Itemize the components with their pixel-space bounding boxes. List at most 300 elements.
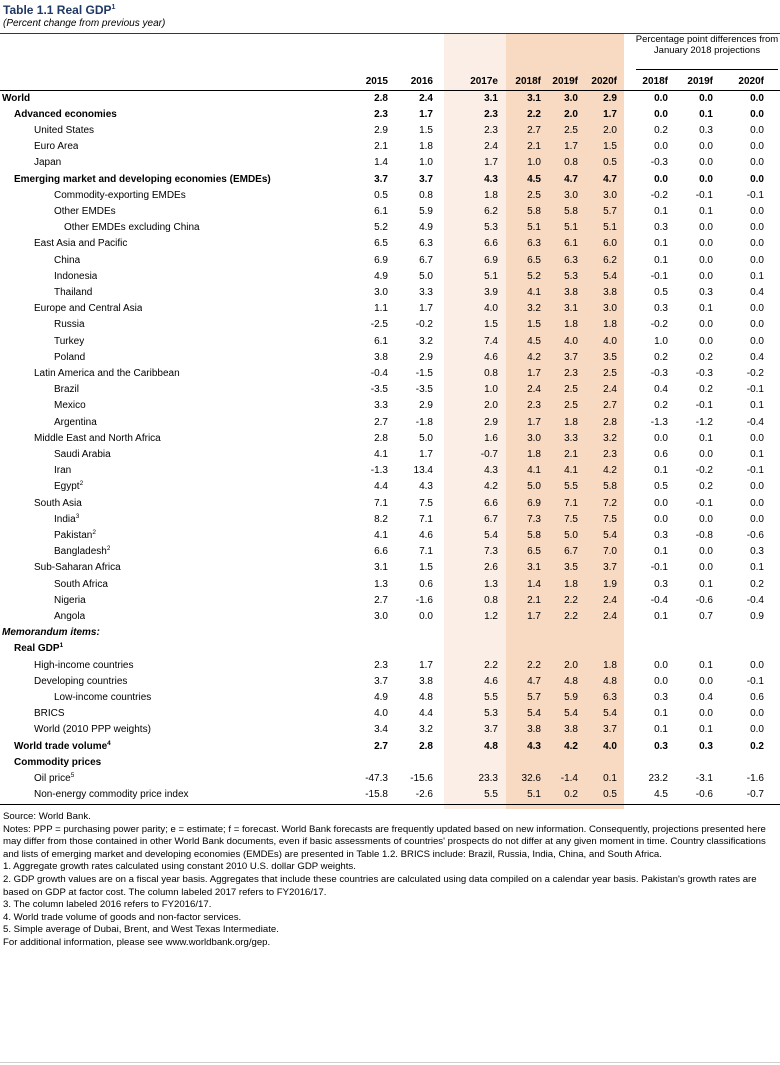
value-cell: 0.0 [750, 92, 764, 104]
row-label [0, 577, 108, 593]
title-block [3, 3, 165, 29]
value-cell: 3.7 [419, 173, 433, 185]
table-row [0, 722, 780, 738]
value-cell: 2.2 [527, 108, 541, 120]
value-cell: 1.8 [564, 319, 578, 331]
value-cell: -0.7 [480, 448, 498, 460]
value-cell: 0.2 [699, 351, 713, 363]
value-cell: 3.1 [527, 92, 541, 104]
value-cell: 0.1 [699, 659, 713, 671]
value-cell: 0.0 [750, 108, 764, 120]
row-label-text: Non-energy commodity price index [34, 789, 189, 801]
row-label [0, 204, 116, 220]
row-label-text: Poland [54, 351, 86, 363]
value-cell: 6.2 [603, 254, 617, 266]
value-cell: 1.8 [419, 141, 433, 153]
value-cell: 1.0 [484, 384, 498, 396]
row-label [0, 463, 71, 479]
value-cell: 7.2 [603, 497, 617, 509]
row-label [0, 188, 186, 204]
value-cell: 0.6 [654, 448, 668, 460]
value-cell: 5.0 [419, 432, 433, 444]
value-cell: -0.1 [695, 497, 713, 509]
value-cell: 2.7 [603, 400, 617, 412]
value-cell: 3.0 [603, 189, 617, 201]
value-cell: 0.1 [750, 400, 764, 412]
value-cell: 1.8 [564, 578, 578, 590]
value-cell: 4.1 [527, 286, 541, 298]
value-cell: 0.8 [484, 594, 498, 606]
row-label-text: Turkey [54, 335, 85, 347]
row-label [0, 317, 85, 333]
table-bottom-rule [0, 804, 780, 805]
table-row [0, 625, 780, 641]
row-label-text: Egypt [54, 481, 80, 493]
row-label [0, 496, 82, 512]
row-label-text: China [54, 254, 81, 266]
row-label [0, 301, 142, 317]
value-cell: 4.0 [484, 303, 498, 315]
value-cell: 4.4 [419, 708, 433, 720]
value-cell: 0.0 [699, 254, 713, 266]
value-cell: 0.0 [750, 205, 764, 217]
value-cell: 5.1 [484, 270, 498, 282]
value-cell: 3.5 [603, 351, 617, 363]
value-cell: 0.3 [654, 691, 668, 703]
row-label [0, 107, 117, 123]
table-row [0, 609, 780, 625]
footnote-marker: 3 [75, 512, 80, 520]
value-cell: 3.3 [374, 400, 388, 412]
row-label-text: Bangladesh [54, 546, 107, 558]
footnote-marker: 5 [70, 771, 75, 779]
value-cell: 2.3 [484, 124, 498, 136]
value-cell: 7.1 [419, 513, 433, 525]
value-cell: 2.2 [564, 594, 578, 606]
table-row [0, 415, 780, 431]
value-cell: 5.9 [419, 205, 433, 217]
table-row [0, 204, 780, 220]
value-cell: 2.2 [527, 659, 541, 671]
note-line: 2. GDP growth values are on a fiscal year basis. Aggregates that include these countries are calculated using data compiled on a calendar year basis. Pakistan's growth rates are based on GDP at factor cost. The column labeled 2017 refers to FY2016/17. [3, 873, 757, 898]
row-label-text: Low-income countries [54, 691, 152, 703]
value-cell: -2.5 [370, 319, 388, 331]
value-cell: 0.0 [654, 513, 668, 525]
value-cell: 0.0 [750, 513, 764, 525]
value-cell: 6.6 [374, 546, 388, 558]
table-row [0, 755, 780, 771]
value-cell: 1.5 [484, 319, 498, 331]
note-line: For additional information, please see www.worldbank.org/gep. [3, 936, 271, 948]
row-label-text: World trade volume [14, 740, 108, 752]
row-label [0, 690, 151, 706]
value-cell: 3.0 [564, 92, 578, 104]
value-cell: 6.7 [419, 254, 433, 266]
value-cell: 4.1 [374, 448, 388, 460]
row-label-text: Developing countries [34, 675, 128, 687]
value-cell: 2.1 [564, 448, 578, 460]
value-cell: 4.3 [484, 465, 498, 477]
value-cell: -0.4 [370, 367, 388, 379]
value-cell: 2.8 [419, 740, 433, 752]
table-row [0, 479, 780, 495]
note-line: 3. The column labeled 2016 refers to FY2016/17. [3, 899, 212, 911]
value-cell: 1.0 [527, 157, 541, 169]
row-label [0, 447, 111, 463]
footnote-marker: 2 [106, 545, 111, 553]
column-header: 2017e [470, 76, 498, 87]
value-cell: -0.3 [650, 157, 668, 169]
value-cell: 5.4 [603, 529, 617, 541]
value-cell: 1.7 [419, 448, 433, 460]
table-row [0, 236, 780, 252]
value-cell: -1.2 [695, 416, 713, 428]
value-cell: 5.1 [603, 222, 617, 234]
column-header: 2018f [642, 76, 668, 87]
column-header: 2019f [552, 76, 578, 87]
row-label-text: Indonesia [54, 270, 98, 282]
table-row [0, 382, 780, 398]
value-cell: 1.3 [484, 578, 498, 590]
value-cell: 3.8 [564, 286, 578, 298]
row-label-text: United States [34, 124, 95, 136]
table-row [0, 188, 780, 204]
value-cell: 2.4 [419, 92, 433, 104]
value-cell: 5.9 [564, 691, 578, 703]
row-label-text: East Asia and Pacific [34, 238, 128, 250]
value-cell: 6.9 [527, 497, 541, 509]
value-cell: 7.4 [484, 335, 498, 347]
value-cell: 2.5 [564, 124, 578, 136]
table-row [0, 285, 780, 301]
value-cell: 2.7 [527, 124, 541, 136]
table-row [0, 172, 780, 188]
value-cell: 0.2 [750, 578, 764, 590]
value-cell: 2.4 [603, 610, 617, 622]
value-cell: 6.9 [484, 254, 498, 266]
value-cell: 4.9 [419, 222, 433, 234]
row-label-text: South Asia [34, 497, 82, 509]
value-cell: 0.1 [654, 708, 668, 720]
row-label [0, 674, 127, 690]
value-cell: 0.3 [654, 578, 668, 590]
value-cell: 0.0 [654, 173, 668, 185]
row-label [0, 722, 151, 738]
row-label-text: Commodity prices [14, 756, 102, 768]
value-cell: 0.4 [750, 286, 764, 298]
row-label-text: BRICS [34, 708, 65, 720]
value-cell: -0.2 [650, 319, 668, 331]
table-row [0, 350, 780, 366]
value-cell: 4.8 [419, 691, 433, 703]
footnote-marker: 2 [79, 480, 84, 488]
value-cell: -2.6 [415, 789, 433, 801]
value-cell: 0.0 [699, 513, 713, 525]
value-cell: 0.0 [654, 497, 668, 509]
table-row [0, 560, 780, 576]
value-cell: 0.3 [699, 124, 713, 136]
value-cell: 0.0 [699, 675, 713, 687]
table-row [0, 220, 780, 236]
table-row [0, 739, 780, 755]
value-cell: 0.1 [750, 562, 764, 574]
value-cell: 2.4 [603, 594, 617, 606]
value-cell: 0.0 [750, 432, 764, 444]
value-cell: 5.8 [603, 481, 617, 493]
row-label [0, 706, 65, 722]
table-row [0, 496, 780, 512]
value-cell: -0.1 [650, 562, 668, 574]
value-cell: 3.3 [419, 286, 433, 298]
value-cell: -0.6 [695, 594, 713, 606]
row-label [0, 479, 83, 495]
value-cell: 0.3 [699, 286, 713, 298]
value-cell: 8.2 [374, 513, 388, 525]
value-cell: 23.3 [478, 772, 498, 784]
value-cell: -0.3 [695, 367, 713, 379]
header-rule [0, 90, 780, 91]
value-cell: 7.1 [374, 497, 388, 509]
value-cell: 7.5 [564, 513, 578, 525]
value-cell: 7.0 [603, 546, 617, 558]
value-cell: 6.9 [374, 254, 388, 266]
value-cell: 0.0 [699, 238, 713, 250]
value-cell: 4.8 [564, 675, 578, 687]
value-cell: 4.3 [484, 173, 498, 185]
row-label-text: Other EMDEs excluding China [64, 222, 200, 234]
value-cell: 3.7 [484, 724, 498, 736]
table-subtitle: (Percent change from previous year) [3, 18, 166, 29]
value-cell: 0.9 [750, 610, 764, 622]
value-cell: 0.0 [654, 92, 668, 104]
value-cell: 2.7 [374, 594, 388, 606]
value-cell: 5.2 [374, 222, 388, 234]
row-label [0, 398, 86, 414]
value-cell: 0.0 [750, 238, 764, 250]
note-line: 4. World trade volume of goods and non-factor services. [3, 911, 242, 923]
value-cell: 3.2 [603, 432, 617, 444]
value-cell: 2.1 [527, 594, 541, 606]
value-cell: 0.6 [750, 691, 764, 703]
value-cell: 2.8 [374, 432, 388, 444]
value-cell: -0.1 [746, 465, 764, 477]
value-cell: 4.5 [654, 789, 668, 801]
value-cell: 6.5 [527, 254, 541, 266]
row-label [0, 172, 271, 188]
value-cell: 4.4 [374, 481, 388, 493]
value-cell: 3.7 [564, 351, 578, 363]
value-cell: 1.0 [419, 157, 433, 169]
table-title: Table 1.1 Real GDP$^1$ [3, 3, 116, 17]
value-cell: 3.2 [527, 303, 541, 315]
value-cell: 0.0 [750, 497, 764, 509]
value-cell: 2.4 [603, 384, 617, 396]
value-cell: 0.0 [750, 724, 764, 736]
value-cell: 3.0 [603, 303, 617, 315]
value-cell: 1.5 [603, 141, 617, 153]
value-cell: 0.8 [419, 189, 433, 201]
value-cell: 2.5 [603, 367, 617, 379]
value-cell: 3.3 [564, 432, 578, 444]
value-cell: 2.8 [374, 92, 388, 104]
value-cell: -0.4 [746, 416, 764, 428]
value-cell: 7.1 [564, 497, 578, 509]
value-cell: 0.8 [484, 367, 498, 379]
row-label-text: Sub-Saharan Africa [34, 562, 121, 574]
value-cell: 5.7 [527, 691, 541, 703]
row-label-text: High-income countries [34, 659, 134, 671]
value-cell: -0.1 [695, 189, 713, 201]
column-header-row [0, 74, 780, 90]
row-label [0, 350, 85, 366]
value-cell: 0.0 [750, 124, 764, 136]
value-cell: 4.6 [419, 529, 433, 541]
note-line: 5. Simple average of Dubai, Brent, and West Texas Intermediate. [3, 924, 279, 936]
table-row [0, 107, 780, 123]
value-cell: 1.7 [527, 610, 541, 622]
row-label [0, 431, 161, 447]
row-label-text: Thailand [54, 286, 93, 298]
value-cell: 4.0 [564, 335, 578, 347]
value-cell: -15.8 [365, 789, 388, 801]
value-cell: 4.8 [484, 740, 498, 752]
value-cell: 0.5 [374, 189, 388, 201]
value-cell: 3.8 [527, 724, 541, 736]
column-header: 2016 [410, 76, 433, 87]
value-cell: 5.8 [527, 205, 541, 217]
table-row [0, 771, 780, 787]
value-cell: 5.0 [527, 481, 541, 493]
value-cell: 4.0 [374, 708, 388, 720]
value-cell: 3.1 [527, 562, 541, 574]
column-header: 2020f [738, 76, 764, 87]
row-label-text: Argentina [54, 416, 97, 428]
value-cell: 0.0 [750, 708, 764, 720]
row-label [0, 236, 127, 252]
value-cell: 1.8 [484, 189, 498, 201]
value-cell: 6.1 [564, 238, 578, 250]
value-cell: -0.1 [746, 675, 764, 687]
table-row [0, 641, 780, 657]
row-label [0, 91, 30, 107]
value-cell: 4.6 [484, 675, 498, 687]
row-label-text: Europe and Central Asia [34, 303, 143, 315]
value-cell: 4.7 [603, 173, 617, 185]
value-cell: 5.3 [484, 222, 498, 234]
value-cell: 2.0 [603, 124, 617, 136]
row-label [0, 609, 85, 625]
row-label [0, 787, 189, 803]
value-cell: -0.3 [650, 367, 668, 379]
row-label [0, 334, 84, 350]
value-cell: 5.0 [419, 270, 433, 282]
row-label [0, 155, 61, 171]
value-cell: 3.0 [374, 610, 388, 622]
value-cell: 0.0 [699, 141, 713, 153]
value-cell: 3.8 [374, 351, 388, 363]
value-cell: -3.5 [415, 384, 433, 396]
value-cell: 23.2 [648, 772, 668, 784]
value-cell: 2.7 [374, 416, 388, 428]
value-cell: 1.8 [603, 659, 617, 671]
value-cell: 0.1 [654, 254, 668, 266]
value-cell: 1.8 [564, 416, 578, 428]
projection-diff-header: Percentage point differences from January 2018 projections [635, 34, 779, 56]
value-cell: 3.7 [603, 724, 617, 736]
table-row [0, 334, 780, 350]
row-label-text: Real GDP [14, 643, 60, 655]
value-cell: -0.8 [695, 529, 713, 541]
value-cell: 3.1 [564, 303, 578, 315]
value-cell: -0.6 [695, 789, 713, 801]
projection-header-underline [636, 69, 778, 70]
table-row [0, 690, 780, 706]
value-cell: 1.7 [603, 108, 617, 120]
value-cell: 5.8 [564, 205, 578, 217]
table-row [0, 253, 780, 269]
value-cell: -0.4 [746, 594, 764, 606]
row-label [0, 560, 121, 576]
table-row [0, 706, 780, 722]
value-cell: 0.0 [699, 562, 713, 574]
value-cell: 0.0 [699, 546, 713, 558]
value-cell: 0.1 [654, 610, 668, 622]
value-cell: 0.8 [564, 157, 578, 169]
row-label [0, 528, 96, 544]
value-cell: 0.0 [699, 270, 713, 282]
value-cell: 0.0 [750, 319, 764, 331]
value-cell: 6.1 [374, 205, 388, 217]
table-row [0, 593, 780, 609]
value-cell: 4.6 [484, 351, 498, 363]
value-cell: 2.3 [374, 108, 388, 120]
table-row [0, 269, 780, 285]
note-line: Notes: PPP = purchasing power parity; e = estimate; f = forecast. World Bank forecasts are frequently updated based on new information. Consequently, projections presented here may differ from those contained in other World Bank documents, even if basic assessments of countries' prospects do not differ at any given moment in time. Country classifications and lists of emerging market and developing economies (EMDEs) are presented in Table 1.2. BRICS include: Brazil, Russia, India, China, and South Africa. [3, 823, 766, 860]
value-cell: 0.6 [419, 578, 433, 590]
value-cell: 2.9 [374, 124, 388, 136]
value-cell: 5.4 [484, 529, 498, 541]
title-footnote-marker: 1 [111, 4, 116, 11]
row-label-text: Other EMDEs [54, 205, 116, 217]
value-cell: 1.4 [374, 157, 388, 169]
value-cell: 6.6 [484, 238, 498, 250]
row-label-text: Memorandum items: [2, 627, 100, 639]
value-cell: -1.3 [370, 465, 388, 477]
value-cell: 4.7 [527, 675, 541, 687]
row-label [0, 285, 92, 301]
value-cell: 0.0 [750, 481, 764, 493]
table-row [0, 301, 780, 317]
value-cell: -0.6 [746, 529, 764, 541]
value-cell: 4.8 [603, 675, 617, 687]
value-cell: 4.3 [527, 740, 541, 752]
value-cell: 0.1 [699, 578, 713, 590]
row-label [0, 512, 79, 528]
value-cell: 4.1 [527, 465, 541, 477]
table-row [0, 155, 780, 171]
value-cell: 0.0 [654, 659, 668, 671]
row-label-text: India [54, 513, 76, 525]
value-cell: 5.5 [564, 481, 578, 493]
value-cell: 6.3 [419, 238, 433, 250]
value-cell: 1.6 [484, 432, 498, 444]
row-label-text: South Africa [54, 578, 108, 590]
table-row [0, 431, 780, 447]
value-cell: 0.2 [654, 351, 668, 363]
value-cell: 0.3 [750, 546, 764, 558]
value-cell: 4.2 [484, 481, 498, 493]
value-cell: 4.9 [374, 691, 388, 703]
